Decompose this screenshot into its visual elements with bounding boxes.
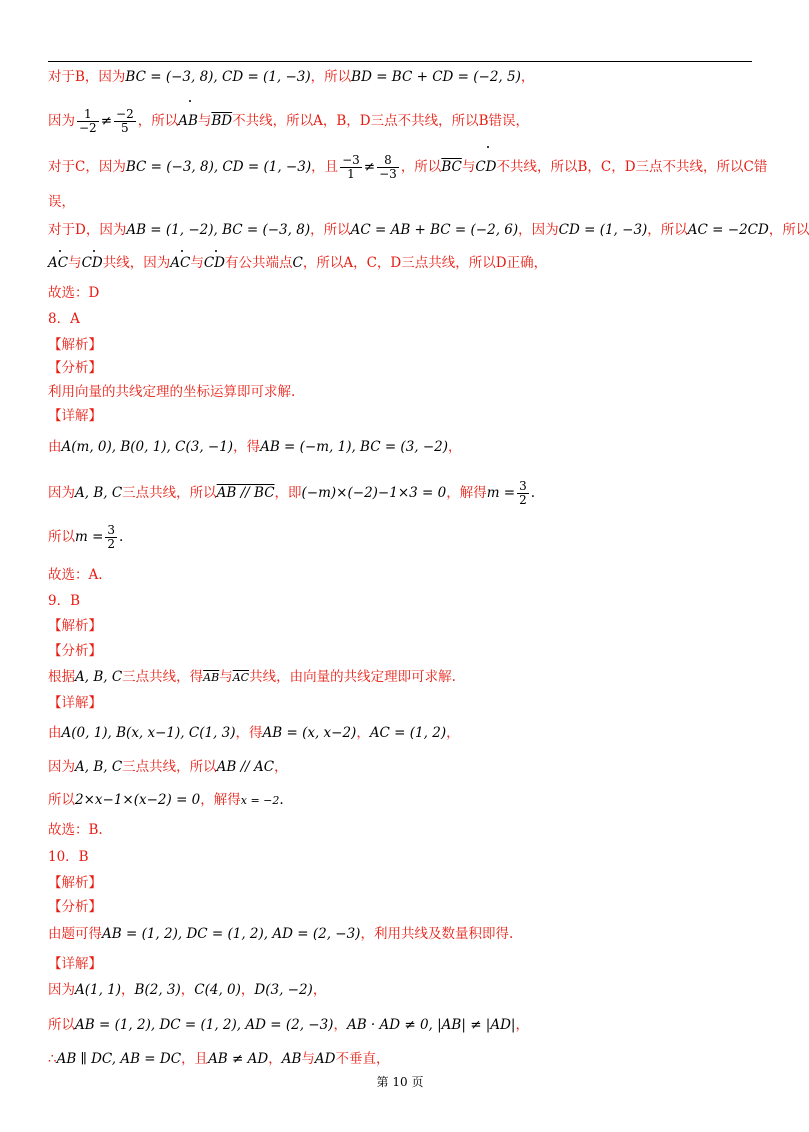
q8-detail-line2 [48,476,535,510]
vector: $\overline{BC}$ [441,159,462,175]
math: (−m)×(−2)−1×3 = 0 [301,485,447,501]
header-rule [48,61,752,62]
text: ，所以 [768,222,809,238]
denominator: 1 [347,167,355,181]
text: 由 [48,725,62,741]
text: ，所以 [310,222,351,238]
text: ， [312,982,327,998]
text: 不共线，所以A，B，D三点不共线，所以B错误， [232,113,530,129]
math: BD = BC + CD = (−2, 5) [351,69,521,85]
text: ， [333,1017,347,1033]
text: ， [180,982,195,998]
text: ，所以 [310,69,352,85]
numerator: 1 [77,108,99,122]
text: ， [240,982,255,998]
math: AC = (1, 2) [369,725,447,741]
math: AB = (1, 2), DC = (1, 2), AD = (2, −3) [102,926,361,942]
text: ，解得 [200,792,241,808]
math: A, B, C [75,669,123,685]
q7-option-c-line2: 误， [48,194,75,210]
numerator: 3 [107,523,116,537]
fraction [340,154,362,181]
text: ， [268,1051,282,1067]
math: AB // BC [216,485,275,501]
math: x = −2 [240,794,280,807]
text: ，所以 [647,222,688,238]
text: ， [274,759,288,775]
math: D(3, −2) [254,982,313,998]
math: AB = (−m, 1), BC = (3, −2) [260,439,449,455]
math: AD [314,1051,336,1067]
text: ，因为 [518,222,559,238]
text: ， [515,1017,529,1033]
fraction [114,108,136,135]
q10-detail-line2 [48,1016,529,1034]
text: ，所以A，C，D三点共线，所以D正确， [302,255,548,271]
q9-fenxi-heading: 【分析】 [48,643,102,659]
q9-detail-line1 [48,724,460,742]
vector: CD [475,150,496,184]
text: 由 [48,439,62,455]
text: 不共线，所以B，C，D三点不共线，所以C错 [496,159,768,175]
text: 与 [190,255,204,271]
q8-number: 8．A [48,311,80,327]
q9-answer: 故选：B. [48,822,103,838]
text: 对于B，因为 [48,69,126,85]
vector: $\overline{AC}$ [232,671,250,684]
text: . [119,529,124,545]
text: . [279,792,284,808]
text: 与 [461,159,476,175]
q9-xiangjie-heading: 【详解】 [48,695,102,711]
q7-option-d-line1 [48,221,809,239]
q8-detail-line1 [48,438,462,456]
fraction [377,154,399,181]
math: AB = (1, −2), BC = (−3, 8) [126,222,311,238]
text: ，且 [311,159,339,175]
q9-analysis [48,668,456,687]
fraction [517,480,529,507]
q7-answer: 故选：D [48,285,100,301]
numerator: −2 [116,107,134,121]
math: AB ≠ AD [208,1051,269,1067]
vector: CD [203,255,225,271]
text: 三点共线，所以 [122,759,217,775]
vector: CD [81,255,103,271]
text: 与 [68,255,82,271]
text: . [530,485,536,501]
vector: $\overline{BD}$ [211,113,233,129]
text: 对于D，因为 [48,222,127,238]
math: A, B, C [75,759,123,775]
math: AC = −2CD [687,222,769,238]
text: 由题可得 [48,926,102,942]
fraction [105,524,117,551]
q10-fenxi-heading: 【分析】 [48,899,102,915]
text: 有公共端点 [225,255,293,271]
q7-option-d-line2 [48,254,547,272]
q8-analysis: 利用向量的共线定理的坐标运算即可求解. [48,384,296,400]
text: 共线，因为 [102,255,171,271]
denominator: 5 [121,121,129,135]
text: ，即 [274,485,302,501]
q10-detail-line3 [48,1050,389,1068]
vector: AC [170,255,191,271]
text: ，得 [235,725,263,741]
text: 对于C，因为 [48,159,126,175]
q8-detail-line3 [48,520,123,554]
fraction [77,108,99,135]
text: ，所以 [137,113,179,129]
text: ， [121,982,135,998]
math: A, B, C [75,485,123,501]
math: B(2, 3) [134,982,181,998]
text: 三点共线，所以 [122,485,217,501]
denominator: 2 [107,537,116,551]
math: m = [75,529,104,545]
text: ， [520,69,535,85]
q8-jiexi-heading: 【解析】 [48,337,102,353]
vector: $\overline{AB}$ [203,671,220,684]
q10-xiangjie-heading: 【详解】 [48,956,102,972]
q10-number: 10．B [48,849,89,865]
page-footer: 第 10 页 [376,1075,424,1089]
q9-jiexi-heading: 【解析】 [48,618,102,634]
q10-analysis [48,925,513,943]
q10-detail-line1 [48,981,326,999]
text: 所以 [48,792,75,808]
math: AC = AB + BC = (−2, 6) [350,222,519,238]
text: 所以 [48,529,75,545]
text: 因为 [48,982,75,998]
text: ∴ [48,1051,57,1067]
text: ，且 [181,1051,209,1067]
text: ，得 [233,439,261,455]
numerator: 3 [519,479,527,493]
math: AB // AC [216,759,275,775]
q10-jiexi-heading: 【解析】 [48,875,102,891]
text: 与 [301,1051,315,1067]
q8-answer: 故选：A. [48,567,103,583]
q7-option-b-line2: 因为 $\frac{1}{-2}$ ≠ $\frac{-2}{5}$ ，所以AB与$\overline{BD}$不共线，所以A，B，D三点不共线，所以B错误， [48,104,529,138]
vector: AB [178,104,198,138]
math: AB = (x, x−2) [262,725,357,741]
math: AB [281,1051,302,1067]
math: BC = (−3, 8), CD = (1, −3) [125,69,311,85]
text: 所以 [48,1017,75,1033]
math: C(4, 0) [194,982,241,998]
math: AB = (1, 2), DC = (1, 2), AD = (2, −3) [75,1017,334,1033]
q7-option-b-line1 [48,68,534,86]
math: C [292,255,303,271]
math: AB · AD ≠ 0, |AB| ≠ |AD| [346,1017,516,1033]
math: m = [486,485,516,501]
text: 因为 [48,113,75,129]
math: 2×x−1×(x−2) = 0 [75,792,201,808]
q8-fenxi-heading: 【分析】 [48,360,102,376]
q9-detail-line2 [48,758,288,776]
numerator: 8 [377,154,399,168]
q8-xiangjie-heading: 【详解】 [48,408,102,424]
vector: AC [48,255,69,271]
text: ，利用共线及数量积即得. [360,926,514,942]
text: ， [448,439,462,455]
text: 不垂直， [335,1051,390,1067]
text: 因为 [48,485,75,501]
math: CD = (1, −3) [558,222,648,238]
math: AB ∥ DC, AB = DC [56,1051,182,1067]
math: A(m, 0), B(0, 1), C(3, −1) [61,439,234,455]
text: 与 [219,669,233,685]
text: ，解得 [446,485,487,501]
text: 因为 [48,759,75,775]
text: ，所以 [400,159,442,175]
q7-option-c-line1: 对于C，因为BC = (−3, 8), CD = (1, −3)，且 $\frac{-3}{1}$ ≠ $\frac{8}{-3}$ ，所以$\overline{BC}$与CD不共线，所以B，C，D三点不共线，所以C错 [48,150,767,184]
math: A(0, 1), B(x, x−1), C(1, 3) [61,725,236,741]
denominator: −3 [379,167,397,181]
denominator: −2 [79,121,97,135]
text: ， [446,725,460,741]
text: 根据 [48,669,75,685]
numerator: −3 [342,153,360,167]
math: BC = (−3, 8), CD = (1, −3) [125,159,312,175]
text: ， [356,725,370,741]
math: A(1, 1) [75,982,122,998]
text: 三点共线，得 [122,669,204,685]
text: 与 [197,113,212,129]
text: 共线，由向量的共线定理即可求解. [249,669,456,685]
q9-detail-line3 [48,791,284,810]
denominator: 2 [519,493,527,507]
q9-number: 9．B [48,593,81,609]
